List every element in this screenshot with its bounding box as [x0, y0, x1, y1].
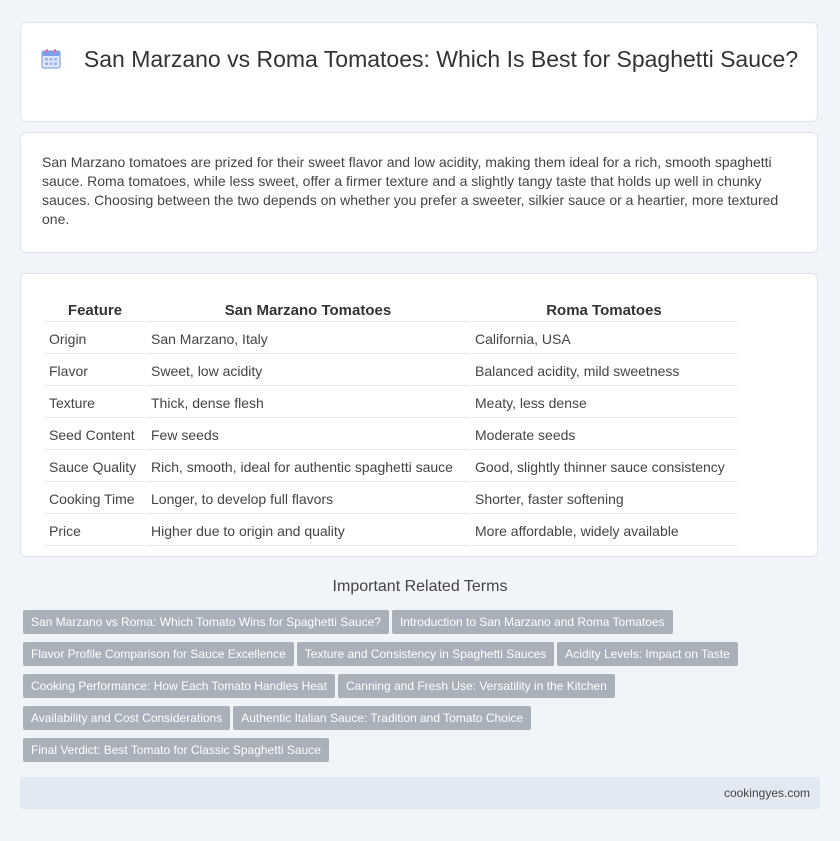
related-term-tag[interactable]: Cooking Performance: How Each Tomato Handles Heat — [23, 674, 335, 698]
row-roma: California, USA — [471, 324, 737, 354]
title-card — [20, 22, 818, 122]
row-roma: Balanced acidity, mild sweetness — [471, 356, 737, 386]
row-feature: Origin — [45, 324, 145, 354]
row-roma: Shorter, faster softening — [471, 484, 737, 514]
header-roma: Roma Tomatoes — [471, 298, 737, 322]
table-row — [45, 516, 737, 546]
row-san-marzano: San Marzano, Italy — [147, 324, 469, 354]
row-san-marzano: Few seeds — [147, 420, 469, 450]
row-roma: More affordable, widely available — [471, 516, 737, 546]
related-term-tag[interactable]: San Marzano vs Roma: Which Tomato Wins for Spaghetti Sauce? — [23, 610, 389, 634]
header-san-marzano: San Marzano Tomatoes — [147, 298, 469, 322]
related-terms-heading: Important Related Terms — [332, 578, 508, 595]
related-term-tag[interactable]: Acidity Levels: Impact on Taste — [557, 642, 738, 666]
row-feature: Seed Content — [45, 420, 145, 450]
page-title: San Marzano vs Roma Tomatoes: Which Is Best for Spaghetti Sauce? — [83, 46, 799, 72]
related-term-tag[interactable]: Final Verdict: Best Tomato for Classic Spaghetti Sauce — [23, 738, 329, 762]
related-term-tag[interactable]: Availability and Cost Considerations — [23, 706, 230, 730]
related-term-tag[interactable]: Authentic Italian Sauce: Tradition and Tomato Choice — [233, 706, 531, 730]
related-term-tag[interactable]: Flavor Profile Comparison for Sauce Excellence — [23, 642, 294, 666]
comparison-table — [43, 296, 739, 548]
footer-bar — [20, 777, 820, 809]
table-row — [45, 452, 737, 482]
row-san-marzano: Thick, dense flesh — [147, 388, 469, 418]
footer-site-link[interactable]: cookingyes.com — [723, 786, 810, 800]
table-row — [45, 388, 737, 418]
table-row — [45, 420, 737, 450]
table-header-row — [45, 298, 737, 322]
comparison-card — [20, 273, 818, 557]
related-term-tag[interactable]: Introduction to San Marzano and Roma Tomatoes — [392, 610, 673, 634]
row-feature: Sauce Quality — [45, 452, 145, 482]
table-row — [45, 356, 737, 386]
row-san-marzano: Rich, smooth, ideal for authentic spaghetti sauce — [147, 452, 469, 482]
row-feature: Texture — [45, 388, 145, 418]
page-title-block — [21, 45, 817, 74]
row-san-marzano: Higher due to origin and quality — [147, 516, 469, 546]
header-feature: Feature — [45, 298, 145, 322]
row-roma: Meaty, less dense — [471, 388, 737, 418]
table-row — [45, 484, 737, 514]
calendar-icon — [40, 48, 62, 70]
intro-paragraph: San Marzano tomatoes are prized for their sweet flavor and low acidity, making them ideal for a rich, smooth spaghetti sauce. Roma tomatoes, while less sweet, offer a firmer texture and a slightly tangy taste that holds up well in chunky sauces. Choosing between the two depends on whether you prefer a sweeter, silkier sauce or a heartier, more textured one. — [42, 154, 779, 227]
row-feature: Flavor — [45, 356, 145, 386]
row-san-marzano: Longer, to develop full flavors — [147, 484, 469, 514]
table-row — [45, 324, 737, 354]
intro-card — [20, 132, 818, 253]
row-feature: Cooking Time — [45, 484, 145, 514]
related-terms-list — [23, 610, 813, 770]
row-roma: Moderate seeds — [471, 420, 737, 450]
row-feature: Price — [45, 516, 145, 546]
related-term-tag[interactable]: Canning and Fresh Use: Versatility in the Kitchen — [338, 674, 615, 698]
row-san-marzano: Sweet, low acidity — [147, 356, 469, 386]
row-roma: Good, slightly thinner sauce consistency — [471, 452, 737, 482]
related-term-tag[interactable]: Texture and Consistency in Spaghetti Sauces — [297, 642, 554, 666]
